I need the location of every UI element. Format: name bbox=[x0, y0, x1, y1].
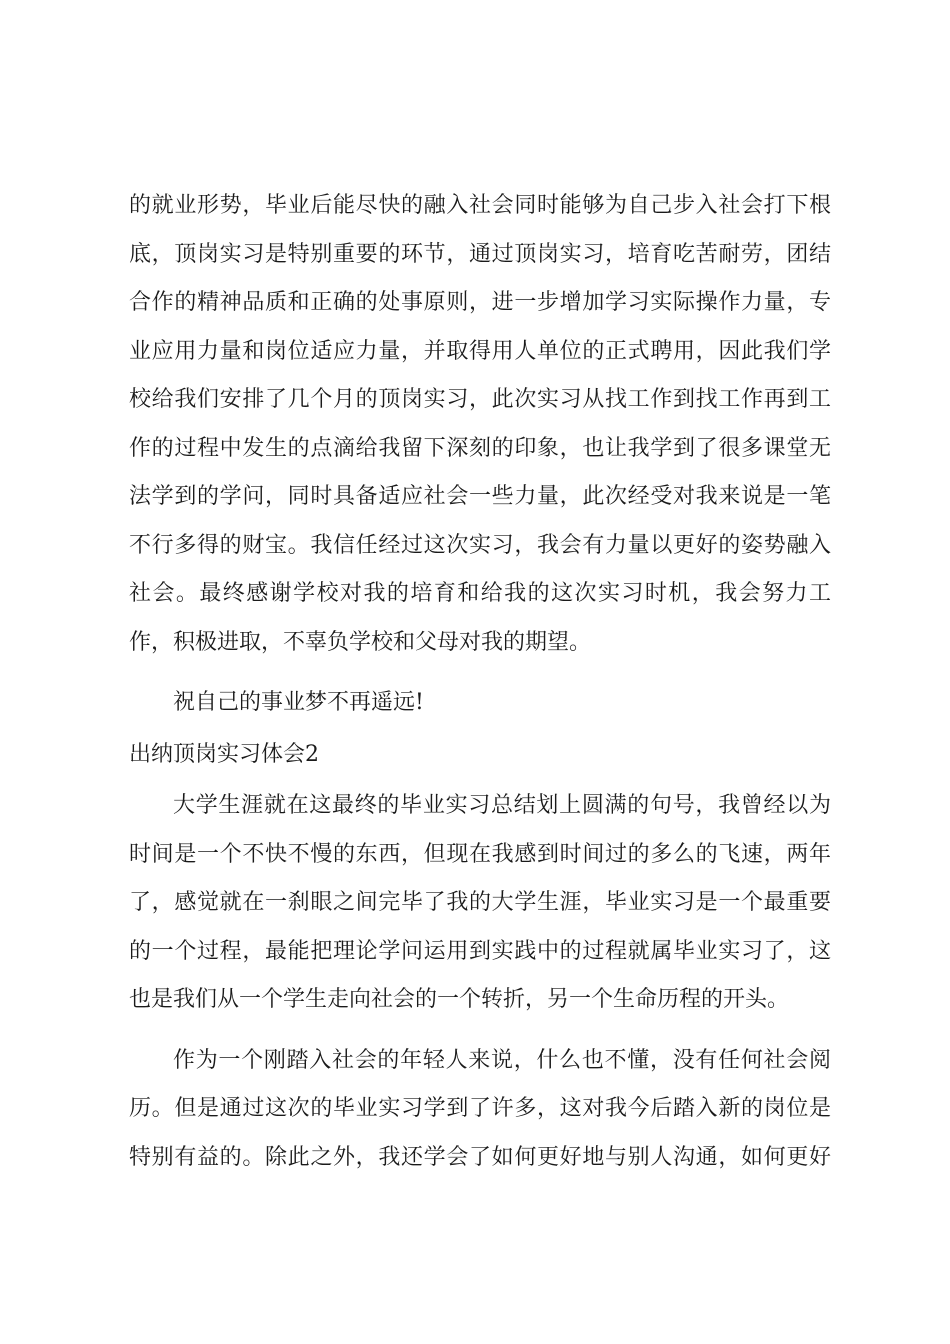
text-line: 的一个过程，最能把理论学问运用到实践中的过程就属毕业实习了，这 bbox=[129, 939, 831, 964]
text-line: 法学到的学问，同时具备适应社会一些力量，此次经受对我来说是一笔 bbox=[129, 484, 831, 509]
text-line: 特别有益的。除此之外，我还学会了如何更好地与别人沟通，如何更好 bbox=[129, 1145, 831, 1170]
text-line: 底，顶岗实习是特别重要的环节，通过顶岗实习，培育吃苦耐劳，团结 bbox=[129, 242, 831, 267]
text-line: 不行多得的财宝。我信任经过这次实习，我会有力量以更好的姿势融入 bbox=[129, 533, 831, 558]
text-line: 作，积极进取，不辜负学校和父母对我的期望。 bbox=[129, 630, 592, 655]
text-line: 大学生涯就在这最终的毕业实习总结划上圆满的句号，我曾经以为 bbox=[173, 793, 831, 818]
text-line: 也是我们从一个学生走向社会的一个转折，另一个生命历程的开头。 bbox=[129, 987, 790, 1012]
text-line: 时间是一个不快不慢的东西，但现在我感到时间过的多么的飞速，两年 bbox=[129, 842, 831, 867]
text-line: 的就业形势，毕业后能尽快的融入社会同时能够为自己步入社会打下根 bbox=[129, 193, 831, 218]
text-line: 业应用力量和岗位适应力量，并取得用人单位的正式聘用，因此我们学 bbox=[129, 339, 831, 364]
text-line: 作为一个刚踏入社会的年轻人来说，什么也不懂，没有任何社会阅 bbox=[173, 1048, 831, 1073]
text-line: 历。但是通过这次的毕业实习学到了许多，这对我今后踏入新的岗位是 bbox=[129, 1096, 831, 1121]
text-line: 社会。最终感谢学校对我的培育和给我的这次实习时机，我会努力工 bbox=[129, 581, 831, 606]
text-line: 合作的精神品质和正确的处事原则，进一步增加学习实际操作力量，专 bbox=[129, 290, 831, 315]
text-line: 作的过程中发生的点滴给我留下深刻的印象，也让我学到了很多课堂无 bbox=[129, 436, 831, 461]
closing-line: 祝自己的事业梦不再遥远! bbox=[173, 690, 424, 715]
section-heading: 出纳顶岗实习体会2 bbox=[129, 742, 319, 767]
text-line: 校给我们安排了几个月的顶岗实习，此次实习从找工作到找工作再到工 bbox=[129, 387, 831, 412]
text-line: 了，感觉就在一刹眼之间完毕了我的大学生涯，毕业实习是一个最重要 bbox=[129, 890, 831, 915]
